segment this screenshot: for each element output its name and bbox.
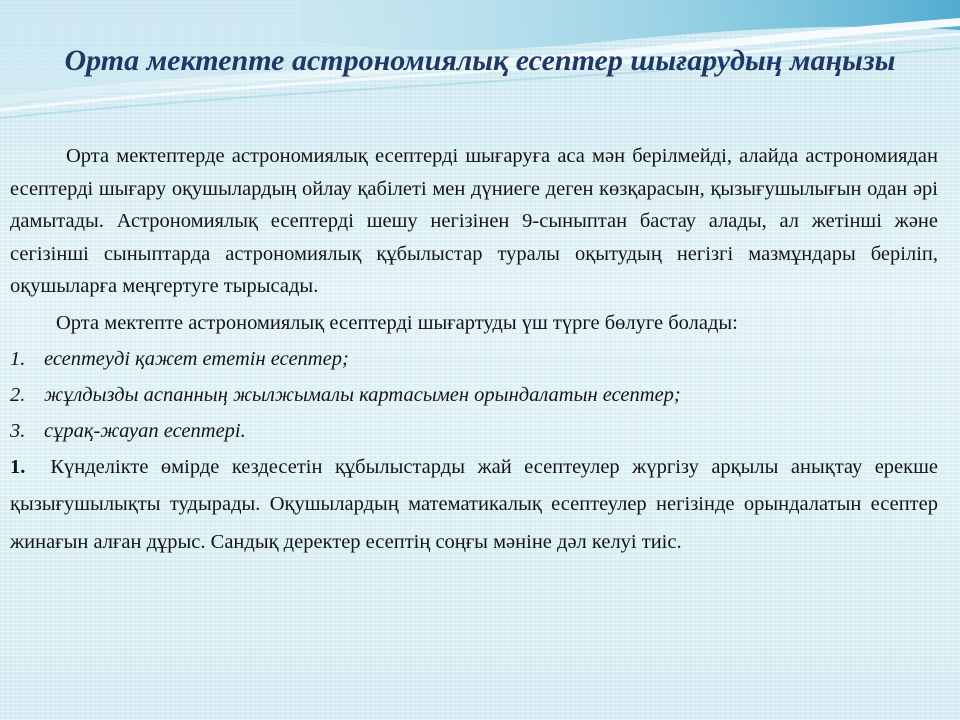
detail-paragraph-text: Күнделікте өмірде кездесетін құбылыстарды жай есептеулер жүргізу арқылы анықтау ерекше қызығушылықты тудырады. Оқушылардың математикалық есептеулер негізінде орындалатын есептер жинағын алған дұрыс. Сандық деректер есептің соңғы мәніне дәл келуі тиіс.: [10, 455, 938, 553]
list-item-number: 1.: [10, 347, 26, 370]
slide-body: [10, 140, 938, 561]
list-item: [10, 341, 938, 377]
list-item-number: 3.: [10, 419, 26, 442]
problem-types-list: [10, 341, 938, 449]
slide-title: Орта мектепте астрономиялық есептер шығарудың маңызы: [64, 44, 896, 77]
detail-paragraph: [10, 449, 938, 562]
list-item: [10, 377, 938, 413]
list-item-number: 2.: [10, 383, 26, 406]
list-item-text: жұлдызды аспанның жылжымалы картасымен орындалатын есептер;: [44, 383, 681, 406]
detail-paragraph-number: 1.: [10, 455, 26, 478]
list-item: [10, 413, 938, 449]
list-item-text: сұрақ-жауап есептері.: [44, 419, 246, 442]
intro-paragraph: Орта мектептерде астрономиялық есептерді шығаруға аса мән берілмейді, алайда астрономиядан есептерді шығару оқушылардың ойлау қабілеті мен дүниеге деген көзқарасын, қызығушылығын одан әрі дамытады. Астрономиялық есептерді шешу негізінен 9-сыныптан бастау алады, ал жетінші және сегізінші сыныптарда астрономиялық құбылыстар туралы оқытудың негізгі мазмұндары беріліп, оқушыларға меңгертуге тырысады.: [10, 145, 938, 297]
list-item-text: есептеуді қажет ететін есептер;: [44, 347, 349, 370]
classification-paragraph: Орта мектепте астрономиялық есептерді шығартуды үш түрге бөлуге болады:: [56, 311, 738, 334]
